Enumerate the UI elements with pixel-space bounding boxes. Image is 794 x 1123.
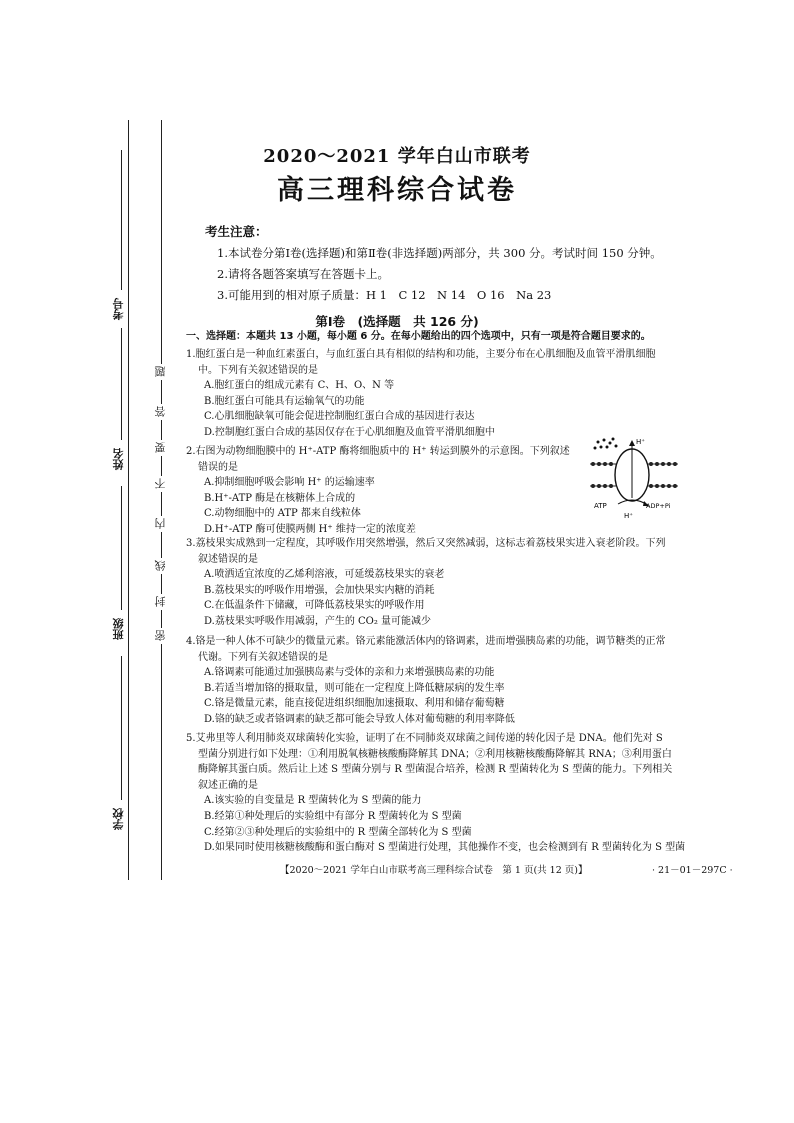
question-option: A.该实验的自变量是 R 型菌转化为 S 型菌的能力 (204, 795, 422, 807)
diagram-label-adp: ADP+Pi (646, 502, 671, 510)
field-exam-number-label: 考号 (112, 298, 125, 320)
field-school-label: 学校 (112, 808, 125, 830)
question-stem: 2.右图为动物细胞膜中的 H⁺-ATP 酶将细胞质中的 H⁺ 转运到膜外的示意图。下列叙述 (186, 446, 570, 457)
question-stem: 代谢。下列有关叙述错误的是 (198, 651, 328, 663)
question-stem: 5.艾弗里等人利用肺炎双球菌转化实验，证明了在不同肺炎双球菌之间传递的转化因子是 DNA。他们先对 S (186, 733, 663, 744)
section-title: 第Ⅰ卷 (选择题 共 126 分) (315, 314, 479, 329)
question-4 (186, 634, 724, 728)
question-option: A.胞红蛋白的组成元素有 C、H、O、N 等 (204, 380, 395, 392)
question-option: A.抑制细胞呼吸会影响 H⁺ 的运输速率 (204, 477, 375, 489)
question-stem: 3.荔枝果实成熟到一定程度，其呼吸作用突然增强，然后又突然减弱，这标志着荔枝果实进入衰老阶段。下列 (186, 538, 666, 549)
candidate-notice (205, 222, 725, 308)
exam-title: 高三理科综合试卷 (277, 175, 517, 206)
field-name-label: 姓名 (112, 448, 125, 470)
binding-outer-line (128, 120, 129, 880)
seal-char: 题 (153, 364, 169, 380)
seal-char: 密 (153, 628, 169, 644)
question-option: D.铬的缺乏或者铬调素的缺乏都可能会导致人体对葡萄糖的利用率降低 (204, 713, 515, 725)
question-option: A.喷洒适宜浓度的乙烯利溶液，可延缓荔枝果实的衰老 (204, 569, 445, 581)
question-option: D.如果同时使用核糖核酸酶和蛋白酶对 S 型菌进行处理，其他操作不变，也会检测到有 R 型菌转化为 S 型菌 (204, 842, 686, 854)
h-ion-dots-top (594, 438, 618, 450)
exam-subtitle: 2020～2021 学年白山市联考 (263, 146, 531, 167)
notice-item: 2.请将各题答案填写在答题卡上。 (217, 267, 389, 281)
question-option: C.在低温条件下储藏，可降低荔枝果实的呼吸作用 (204, 600, 425, 612)
question-stem: 中。下列有关叙述错误的是 (198, 364, 318, 376)
question-stem: 酶降解其蛋白质。然后让上述 S 型菌分别与 R 型菌混合培养，检测 R 型菌转化为 S 型菌的能力。下列相关 (198, 764, 673, 776)
diagram-label-h-top: H⁺ (636, 438, 645, 446)
field-school-line (121, 656, 122, 800)
page-footer: 【2020～2021 学年白山市联考高三理科综合试卷 第 1 页(共 12 页)】 (280, 865, 588, 876)
question-stem: 叙述错误的是 (198, 553, 258, 565)
question-stem: 型菌分别进行如下处理：①利用脱氧核糖核酸酶降解其 DNA；②利用核糖核酸酶降解其 RNA；③利用蛋白 (198, 748, 672, 760)
field-name-line (121, 328, 122, 440)
seal-char: 要 (153, 440, 169, 456)
notice-heading: 考生注意： (205, 224, 268, 239)
diagram-label-atp: ATP (594, 502, 607, 510)
field-class-line (121, 486, 122, 610)
diagram-label-h-bottom: H⁺ (624, 512, 633, 520)
question-option: D.荔枝果实呼吸作用减弱，产生的 CO₂ 量可能减少 (204, 615, 432, 627)
question-option: D.控制胞红蛋白合成的基因仅存在于心肌细胞及血管平滑肌细胞中 (204, 426, 495, 438)
question-3 (186, 536, 724, 630)
question-stem: 叙述正确的是 (198, 779, 258, 791)
question-option: B.若适当增加铬的摄取量，则可能在一定程度上降低糖尿病的发生率 (204, 682, 505, 694)
question-option: B.胞红蛋白可能具有运输氧气的功能 (204, 395, 365, 407)
membrane-diagram-svg (588, 434, 680, 520)
question-stem: 1.胞红蛋白是一种血红素蛋白，与血红蛋白具有相似的结构和功能，主要分布在心肌细胞及血管平滑肌细胞 (186, 349, 656, 360)
membrane-diagram (588, 434, 680, 520)
paper-code: · 21－01－297C · (652, 865, 733, 876)
seal-char: 不 (153, 476, 169, 492)
binding-margin (95, 120, 175, 880)
question-option: C.心肌细胞缺氧可能会促进控制胞红蛋白合成的基因进行表达 (204, 411, 475, 423)
question-option: C.铬是微量元素，能直接促进组织细胞加速摄取、利用和储存葡萄糖 (204, 698, 505, 710)
question-option: D.H⁺-ATP 酶可使膜两侧 H⁺ 维持一定的浓度差 (204, 523, 416, 535)
question-option: A.铬调素可能通过加强胰岛素与受体的亲和力来增强胰岛素的功能 (204, 667, 495, 679)
question-stem: 错误的是 (198, 461, 238, 473)
field-class-label: 班级 (112, 618, 125, 640)
question-2 (186, 444, 586, 538)
question-1 (186, 347, 724, 441)
question-option: C.经第②③种处理后的实验组中的 R 型菌全部转化为 S 型菌 (204, 826, 472, 838)
section-instructions: 一、选择题：本题共 13 小题，每小题 6 分。在每小题给出的四个选项中，只有一项是符合题目要求的。 (186, 331, 651, 342)
question-option: B.H⁺-ATP 酶是在核糖体上合成的 (204, 492, 356, 504)
question-option: C.动物细胞中的 ATP 都来自线粒体 (204, 508, 361, 520)
binding-inner-line (161, 120, 162, 880)
seal-char: 内 (153, 516, 169, 532)
question-5 (186, 731, 724, 856)
notice-item: 1.本试卷分第Ⅰ卷(选择题)和第Ⅱ卷(非选择题)两部分，共 300 分。考试时间 150 分钟。 (217, 246, 662, 260)
question-option: B.经第①种处理后的实验组中有部分 R 型菌转化为 S 型菌 (204, 810, 462, 822)
notice-item: 3.可能用到的相对原子质量：H 1 C 12 N 14 O 16 Na 23 (217, 288, 552, 302)
seal-char: 线 (153, 558, 169, 574)
question-option: B.荔枝果实的呼吸作用增强，会加快果实内糖的消耗 (204, 584, 435, 596)
question-stem: 4.铬是一种人体不可缺少的微量元素。铬元素能激活体内的铬调素，进而增强胰岛素的功能，调节糖类的正常 (186, 636, 666, 647)
seal-char: 答 (153, 404, 169, 420)
seal-char: 封 (153, 594, 169, 610)
